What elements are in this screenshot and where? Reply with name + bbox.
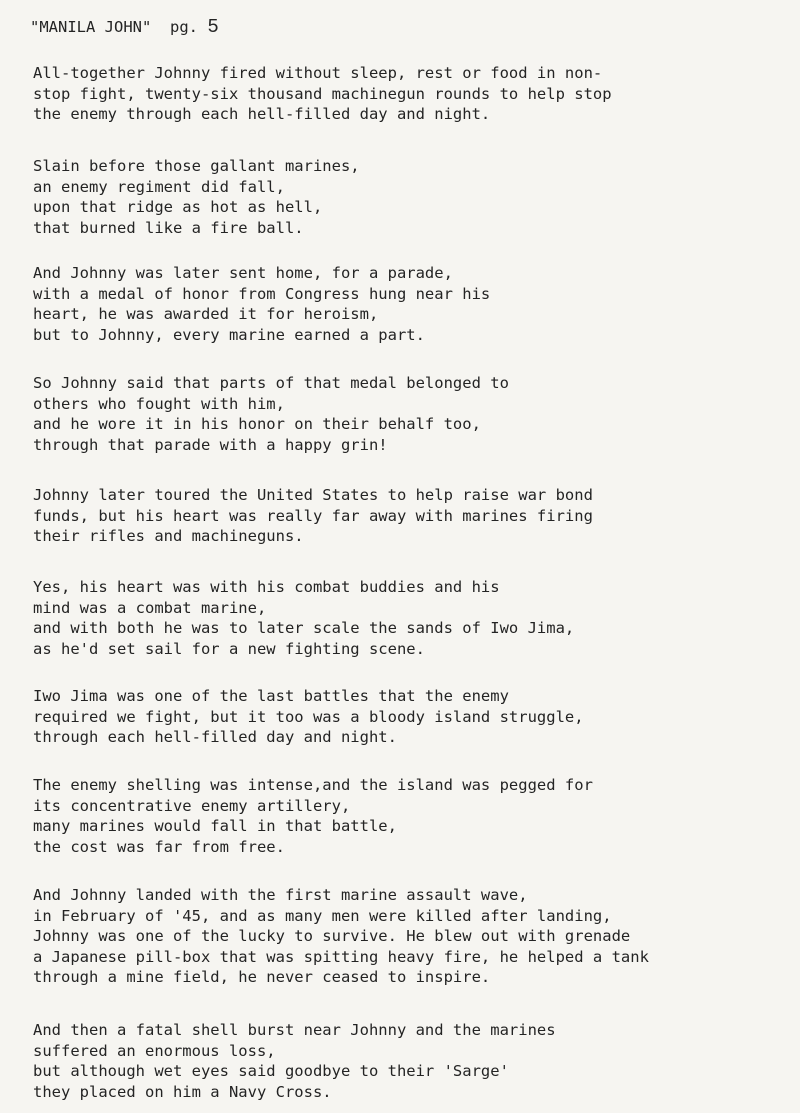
stanza-2	[33, 156, 360, 238]
stanza-line: and with both he was to later scale the sands of Iwo Jima,	[33, 619, 575, 637]
stanza-line: the enemy through each hell-filled day and night.	[33, 105, 491, 123]
stanza-line: they placed on him a Navy Cross.	[33, 1082, 332, 1101]
stanza-10	[33, 1020, 556, 1102]
stanza-1	[33, 63, 612, 125]
stanza-line: Iwo Jima was one of the last battles that the enemy	[33, 687, 509, 705]
stanza-line: Johnny later toured the United States to help raise war bond	[33, 486, 593, 504]
stanza-line: many marines would fall in that battle,	[33, 817, 397, 835]
page-header	[30, 17, 219, 37]
stanza-line: required we fight, but it too was a bloody island struggle,	[33, 707, 584, 726]
stanza-line: their rifles and machineguns.	[33, 527, 304, 545]
stanza-line: So Johnny said that parts of that medal belonged to	[33, 374, 509, 392]
stanza-line: And then a fatal shell burst near Johnny and the marines	[33, 1021, 556, 1039]
stanza-line: as he'd set sail for a new fighting scene.	[33, 639, 425, 658]
stanza-6	[33, 577, 574, 659]
stanza-line: with a medal of honor from Congress hung near his	[33, 284, 491, 303]
stanza-5	[33, 485, 593, 547]
stanza-line: The enemy shelling was intense,and the island was pegged for	[33, 776, 593, 794]
stanza-line: the cost was far from free.	[33, 837, 285, 856]
stanza-line: upon that ridge as hot as hell,	[33, 198, 323, 216]
stanza-line: mind was a combat marine,	[33, 598, 267, 617]
stanza-line: through each hell-filled day and night.	[33, 728, 397, 746]
page-number: 5	[207, 16, 219, 38]
stanza-line: funds, but his heart was really far away with marines firing	[33, 506, 593, 525]
stanza-line: stop fight, twenty-six thousand machinegun rounds to help stop	[33, 84, 612, 103]
page-label: pg.	[170, 18, 198, 36]
stanza-line: And Johnny landed with the first marine assault wave,	[33, 886, 528, 904]
stanza-line: others who fought with him,	[33, 394, 285, 413]
stanza-line: a Japanese pill-box that was spitting heavy fire, he helped a tank	[33, 947, 649, 966]
stanza-line: suffered an enormous loss,	[33, 1041, 276, 1060]
stanza-4	[33, 373, 509, 455]
stanza-8	[33, 775, 593, 857]
stanza-line: but to Johnny, every marine earned a part.	[33, 325, 425, 344]
stanza-3	[33, 263, 490, 345]
stanza-line: through that parade with a happy grin!	[33, 435, 388, 454]
stanza-line: heart, he was awarded it for heroism,	[33, 305, 379, 323]
stanza-line: its concentrative enemy artillery,	[33, 796, 351, 815]
stanza-line: Yes, his heart was with his combat buddies and his	[33, 578, 500, 596]
stanza-line: but although wet eyes said goodbye to their 'Sarge'	[33, 1062, 509, 1080]
stanza-line: through a mine field, he never ceased to inspire.	[33, 968, 491, 986]
stanza-7	[33, 686, 584, 748]
stanza-line: Johnny was one of the lucky to survive. He blew out with grenade	[33, 927, 631, 945]
stanza-9	[33, 885, 649, 988]
stanza-line: and he wore it in his honor on their behalf too,	[33, 415, 481, 433]
stanza-line: an enemy regiment did fall,	[33, 177, 285, 196]
stanza-line: in February of '45, and as many men were killed after landing,	[33, 906, 612, 925]
document-title: "MANILA JOHN"	[30, 18, 152, 36]
stanza-line: that burned like a fire ball.	[33, 218, 304, 237]
stanza-line: Slain before those gallant marines,	[33, 157, 360, 175]
stanza-line: All-together Johnny fired without sleep, rest or food in non-	[33, 64, 603, 82]
stanza-line: And Johnny was later sent home, for a parade,	[33, 264, 453, 282]
